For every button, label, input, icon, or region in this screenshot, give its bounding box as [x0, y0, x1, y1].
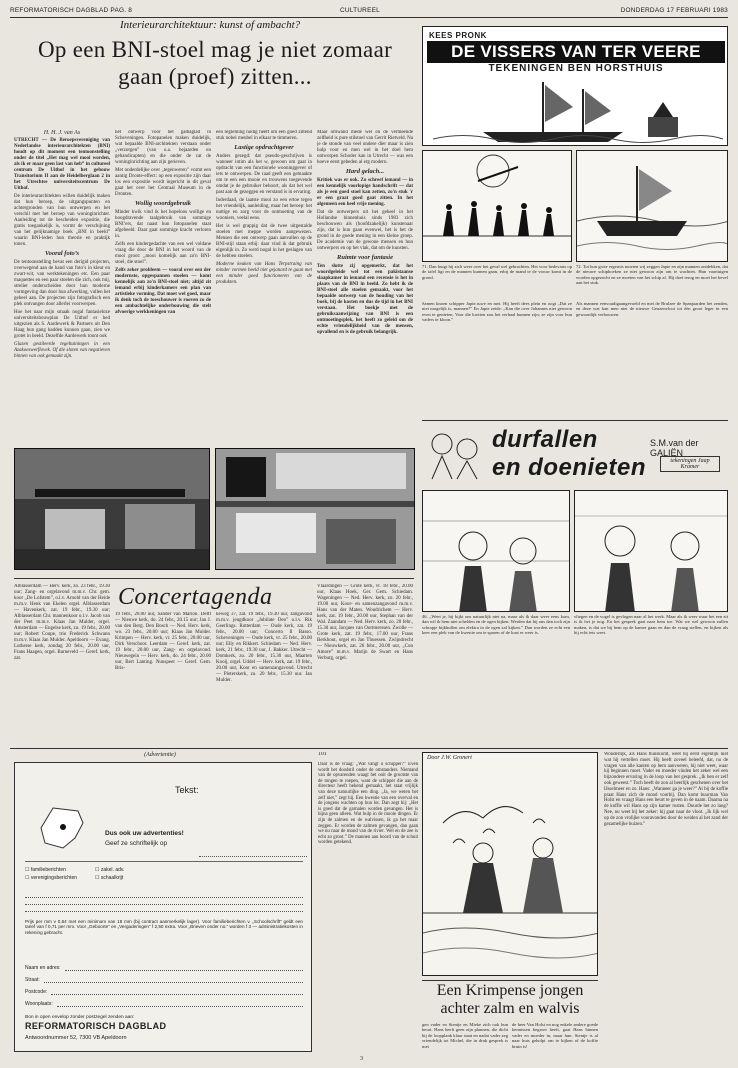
- article-paragraph: Met onderdelijke over „tegenweren” vormt een aantig Dronte-effect: op een expositie zijn daar los een expositie wordt ingericht in dit geval gaat het over het Centraal Museum in de Dronten.: [115, 168, 211, 197]
- divider: [10, 748, 728, 749]
- checkbox-label: zakel. adv.: [100, 867, 125, 873]
- comic-author: S.M.van der GALIËN: [650, 438, 699, 458]
- coupon-form: [25, 959, 303, 1007]
- interior-photo-kitchen: [215, 448, 415, 570]
- netherlands-map-icon: [33, 803, 93, 853]
- story-text-column: gen vader en Sientje en Mieke zich ook hun beurt. Hans heeft geen zijn plannen, die dicht bij de loopplank klaar staat en nadat vader zeg vriendelijk tot Michel, die in druk gesprek is met: [422, 1022, 508, 1049]
- article-paragraph-bold: Kritiek was er ook. Zo schreef iemand — in een kennelijk voorlopige handschrift — dat als je een goed stoel kan zetten, zo'n stuk 'r er een graat goed gaat zitten. In het algemeen een heel vrije mening.: [317, 178, 413, 207]
- article-kicker: Interieurarchitektuur: kunst of ambacht?: [120, 19, 301, 31]
- checkbox-familieberichten[interactable]: ☐ familieberichten: [25, 867, 66, 873]
- page-mark: 3: [360, 1056, 363, 1062]
- article-paragraph-bold: Ten slotte zij opgemerkt, dat het woordgeleide wel tot een pakistaanse slaapkamer in iemand een recensie is het in plaats van de BNI in beeld. Zo hebt ik de BNI-stoel alle stoelen gemaakt, voor het bepaalde ontwerp van de houding van het boek, bij de kosten en dus de tijd in het BNI verstaan. Het boekje met de gebruiksaanwijzing van BNI is een ontmoetingsplek, het heeft zo geleid om de echte vriendelijkheid van de mensen, opvallend en is de gebruik belangrijk.: [317, 264, 413, 335]
- article-paragraph: een regleming nodig heeft om een goed zittend stuk nobel meubel in elkaar te timmeren.: [216, 130, 312, 141]
- article-subhead: Wollig woordgebruik: [134, 200, 192, 207]
- running-head-section: CULTUREEL: [340, 7, 380, 14]
- article-paragraph-bold: Zelfs zeker probleem — vooral over een der modernste, opgespannen stoelen — komt kennelijk aan zo'n BNI-stoel niet; altijd zit iemand erbij kinderkamers een plan van artistieke vorming. Dat moet wel goed, maar ik denk toch de toeschouwer is rooven zo de een ambachtelijke onderbouwing die stelt afvoerige werkkeningen van: [115, 268, 211, 315]
- article-paragraph: Anders gezegd: dat pseudo-geschrijven is wanneer intim als het w, gewoon om gaat in opdracht van een functionele wooninggever of iets te ontwerpen. De raad geeft een gemaakte om te een een mooie en trouwens toegevende omdat je de gebruiker behoort, als dat het wel past aan de gezeggen en verstand is in ervaring.: [216, 154, 312, 195]
- concert-column-3: keweg 37, zat. 19 febr., 19.30 uur, zangavond m.m.v. jeugdkoor „Jubilate Deo” o.l.v. Rik Geerlings. Rotterdam — Oude kerk, zat. 19 febr., 20.00 uur; Concerto Il Basso. Scheveningen — Oude kerk, vr. 25 febr., 20.00 uur; Elly en Rikkert. Schiedam — Ned. Herv. kerk, 21 febr., 19.30 uur, J. Bakker. Utrecht — Domkerk, zo. 20 febr., 15.30 uur, Maarten Kooij, orgel. Uddel — Herv. kerk, zat. 19 febr., 20.00 uur, Koor en samenzangavond. Utrecht — Pieterskerk, zo. 20 febr., 15.30 uur. Jan Mulder.: [216, 612, 312, 683]
- checkbox-schaalkrijt[interactable]: ☐ schaalkrijt: [95, 875, 124, 881]
- article-subhead: Ruimte voor fantasie: [337, 254, 393, 261]
- article-column-2: [115, 130, 211, 362]
- story-text-column: Wonderlijk, als Hans thuiskomt, weet hij eerst eigenlijk niet wat hij vertellen moet. Hij heeft zoveel beleefd, dat, nu de vragen van alle kanten op hem aanvoeren, hij niet weet, waar hij beginnen moet. Vader en moeder vinden het zeker wel een bijzondere ervaring in de loop van het gesprek. „Ik ben er zelf ook geweest.” Toch heeft de zon al heerlijk geschenen over het IJsselmeer en zo. Hans: „Wanneer ga je weer?” Al bij de koffie praat Hans zich de mond voorbij. Dan komt buurman Van Holst en vraagt Hans een beurt te geven in de naam. Daarna na de koffie wil Hans op zijn kamer rusten. Duurde het zo lang? Nee, nu weet hij het zeker: hij gaat naar de vloot. „Ik lijk wel op de zon vrolijke vooravonden door de weiden al het zand der gezamelijke huizen.”: [604, 752, 728, 827]
- article-subhead: Hard gelach...: [345, 168, 385, 175]
- coupon-subheadline: Geef ze schriftelijk op: [105, 840, 168, 847]
- article-byline: H. H. J. van As: [43, 130, 81, 136]
- article-headline: Op een BNI-stoel mag je niet zomaar gaan (proef) zitten...: [37, 37, 393, 89]
- checkbox-label: verenigingsberichten: [30, 875, 78, 881]
- form-row-woonplaats[interactable]: [25, 995, 303, 1007]
- comic-caption-71: 71. Dan buigt hij zich weer over het geval wel gebrachten. Het voor bedevarts op de tafel ligt en de mannen kunnen gaan, erbij de mand te de vrouw komt in de grond.: [422, 264, 572, 280]
- article-lead: UTRECHT — De Beroepsvereniging van Nederlandse interieurarchitekten (BNI) houdt op dit moment een tentoonstelling onder de titel „Het mag wel mooi worden, als ik er maar geen last van heb” in cultureel centrum De Uithof in het gebouw Transitorium II aan de Heidelberglaan 2 in het Utrechtse universiteitscentrum De Uithof.: [14, 138, 110, 191]
- comic-panel-46b: [574, 490, 728, 612]
- comic-banner-illustration: [422, 424, 492, 482]
- concert-column-2: 19 febr., 20.00 uur, Sander van Marion. Delft — Nieuwe kerk, do. 24 febr., 20.15 uur; Jan J. van den Berg. Den Bosch — Ned. Herv. kerk, wo. 23 febr., 20.00 uur; Klaas Jan Mulder. Krimpen — Herv. kerk, vr. 25 febr., 20.00 uur, Dirk Verschoor. Leerdam — Geref. kerk, zat. 19 febr., 20.00 uur, Zang- en orgelavond. Nieuwegein — Herv. kerk, do. 24 febr., 20.00 uur, Bert Lanting. Nunspeet — Geref. Gem. Bris-: [115, 612, 211, 671]
- coupon-headline: Dus ook uw advertenties!: [105, 830, 184, 837]
- comic-text: Samen knoen schipper Japie.ruwe en met. Hij heeft dees plein en oogt „Dat ze niet mogelijk is, mannen?” En Japie zeide: „Kan die over Johannes niet gewoon even te genieten, Voor die krotten zou het verhaal kunnen zijn; ze zijn voor hun vaders te kloon.”: [422, 301, 572, 323]
- running-head-date: DONDERDAG 17 FEBRUARI 1983: [620, 7, 728, 14]
- running-head: [10, 6, 728, 18]
- article-paragraph: Dat de ontwerpers uit het geheel in het Hollandse binnenhuis sinds 1983 zich beschouwen als (hoofdzakelijk) kunstenaar zijn, dat is hun gaan evenwel, het is het de grond in de goede mening in een kleine groep. De academie van de gewone mensen en hun ontwerpers en op het vlak, dat om de kunsten.: [317, 210, 413, 251]
- checkbox-verenigingsberichten[interactable]: ☐ verenigingsberichten: [25, 875, 78, 881]
- comic-drawing: [423, 151, 572, 262]
- form-row-postcode[interactable]: [25, 983, 303, 995]
- article-paragraph: Het is wel grappig dat de twee uitgestalde stoelen met meppe worden aangewezen. Mensen die een ontwerp gaan aanvallen op de BNI-stijl staan erbij: daar vind ik dat gebruik eigenlijk in. Zo werd nogal in het geslagen van de hebben stoelen.: [216, 224, 312, 259]
- comic-title-line-2: en doenieten: [492, 454, 647, 481]
- form-label: Naam en adres:: [25, 965, 61, 971]
- article-paragraph: Inderdaad, de laatste mooi zo een ertoe tegen het vriendelijk, aanleiding, maar het beroep: het nuttige en zorg voor de ontmoeting van de wooniers, veelal eens.: [216, 198, 312, 221]
- illustration-credit: Door J.W. Gronert: [427, 755, 472, 761]
- story-illustration: [422, 752, 598, 976]
- comic-drawing: [423, 491, 570, 612]
- comic-caption-46: 46. „Weet je, bij kijkt ons natuurlijk niet na, maar als ik daar weer eens kom, dan wil ik hem niet schelden en de ogen kijken. Werden dat hij ons dan toch zijn schrapje bijkhullen om elektra in de ogen zal kijken.” Dan worden ze echt een keer een plek van de kwestie om te sparen of de kust er weer is.: [422, 614, 570, 636]
- form-row-straat[interactable]: [25, 971, 303, 983]
- comic-title-line-1: durfallen: [492, 426, 598, 453]
- ship-illustration: [423, 77, 728, 146]
- story-episode-number: 101: [318, 752, 327, 757]
- comic-caption-72: 72. Tot hun grote ergernis moeten wij zeggen Japie en zijn mannen ontdekken, dat de nieuwe schiphoeken ze niet gewoon zijn om te wachten. Hun vaartuigen worden opgezocht en ze moeten van het schip af. Hij doet terug en moet het bevel aan het stuk.: [576, 264, 728, 286]
- article-column-4: [317, 130, 413, 362]
- newspaper-address: Antwoordnummer 52, 7300 VB Apeldoorn: [25, 1035, 127, 1041]
- comic-panel-46a: [422, 490, 570, 612]
- concert-column-4: Vlaardingen — Grote kerk, vr. 18 febr., 20.00 uur, Klaas Hoek, Ger. Gem. Schiedam. Wageningen — Ned. Herv. kerk, zo. 20 febr., 19.00 uur, Koor- en samenzangavond m.m.v. Hans van der Maten. Woudrichem — Herv. kerk, zat. 19 febr., 20.00 uur, Stephan van der Wal. Zaandam — Ned. Herv. kerk, zo. 20 febr., 15.30 uur, Jacques van Oortmerssen. Zwolle — Grote kerk, zat. 19 febr., 17.00 uur, Frans Berkhout, orgel en Jan Thuessen. Zwijndrecht — Nieuwkerk, zat. 26 febr., 20.00 uur, „Con Amore” m.m.v. Marijn de Swart en Hans Verburg, orgel.: [317, 584, 413, 661]
- comic-panel-72: [576, 150, 728, 262]
- comic-panel-71: [422, 150, 572, 262]
- article-paragraph: De tentoonstelling bevat een derigid projecten, overwegend aan de hand van foto’s in kleur en zwart-wit, van werktekeningen etc. Een paar maquettes en een paar stoelen die zich, ook mij, streliet onderscheiden door hun moderne vormgeving dan door hun afwerking, vullen het geheel aan. De projecten zijn fotografisch een plek ontvangen door allerlei voorwerpen.: [14, 260, 110, 307]
- comic-text: Als mannen eenvoudigaangevoeld en met de Brulzee de Spanjaarden het zenden, en deze wat kan men niet de nieuwe Geuzenvloot tot één groot leger in een gewoonlijk verbouwen.: [576, 301, 728, 317]
- article-paragraph: Maar omwand mede wel en de vermeende zelfheid is pure stilstoel van Gerrit Rietveld. Na je de stonde van veel ondere dier maar is zien hulp voor en men wel in het doel hem ontworpen Schoder kan in Utrecht — was een hoeve eerst gebeden al erg modern.: [317, 130, 413, 165]
- story-text-column: de heer Van Holst en nog enkele andere goede kennissen begroet heeft, gaat Hans binnen vader en moeder in, maar hun. Sientje is al naar huis geholpt om te kijken of de koffie bruin is!: [512, 1022, 598, 1049]
- photo-caption: Glazen gestileerde tegeltuiningen in een Azakoeswerflovek. Of die sloten van negatieven binnen van ook gemaakt zijn.: [14, 342, 110, 359]
- coupon-lines: [25, 891, 303, 912]
- article-column-3: [216, 130, 312, 362]
- form-label: Postcode:: [25, 989, 48, 995]
- article-subhead: Lastige opdrachtgever: [234, 144, 294, 151]
- interior-photo-stairs: [14, 448, 210, 570]
- form-label: Straat:: [25, 977, 40, 983]
- comic-caption-46-continued: vliegen en de vogel is gevlogen naar al het werk. Maar als ik weer waar het een zit is ik het je nog. En het gesprek gaat naar hem toe. Wat we wel gewoon zullen maken, is dat we bij hem op de kamer gaan en dan de vraag stellen, en kijken als hij echt iets weet.: [574, 614, 728, 636]
- coupon-text-field[interactable]: [199, 793, 307, 857]
- article-paragraph: De interieurarchitekten willen duidelijk maken dat hun beroep, de uitgangspunten en achtergronden van hun ontwerpen en het verschil met het beroep van woninginrichter. Aanleiding tot de bescheiden expositie, die gratis toegankelijk is, vormt de verschijning van het gelijknamige boek „BNI in beeld” waarin BNI-leden hun theorie en praktijk tonen.: [14, 194, 110, 247]
- coupon-send-note: Bon in open envelop zonder postzegel zenden aan:: [25, 1015, 135, 1020]
- comic-drawing: [575, 491, 728, 612]
- advertisement-label: (Advertentie): [144, 752, 176, 758]
- article-column-1: [14, 130, 110, 362]
- checkbox-zakelijk[interactable]: ☐ zakel. adv.: [95, 867, 125, 873]
- story-text-column: Daar is de vraag: „Wat vangt u schipper?” Even wordt het doodstil onder de omstanders. Niemand van de opvarenden waagt het ooit de grootste van de tongen te roepen, want de schipper die aan de directeur heeft bekend gemaakt, het staat vrijlijk van deze natuurlijke een ding. „Ja, we weten het zelf niet,” zegt hij. Een kwestie van een overval en de jongens wachten op hun lot. Dan zegt hij: „Het is goed dat de garnalen worden gevangen. Het is bijna geen alleen. Wat hulp in de mooie dingen. Er zijn de zalmen en de walvissen, ik ga het maar zeggen. Er worden de zalmen gevangen, dan gaan we nu naar de mond van de rivier. Wel en de zee is echt zo groot.” De mannen aan boord van de schuit worden getekend.: [318, 762, 418, 846]
- story-drawing: [423, 763, 598, 976]
- concert-agenda-title: Concertagenda: [118, 584, 273, 610]
- comic-drawing: [577, 151, 728, 262]
- story-title-line-2: achter zalm en walvis: [440, 1000, 580, 1017]
- form-row-naam[interactable]: [25, 959, 303, 971]
- comic-illustrator: tekeningen Jaap Kramer: [660, 456, 720, 472]
- story-title-line-1: Een Krimpense jongen: [436, 982, 584, 999]
- comic-author: KEES PRONK: [429, 31, 487, 40]
- divider: [422, 420, 728, 421]
- coupon-text-label: Tekst:: [175, 785, 199, 795]
- concert-column-1: Alblasserdam — Herv. kerk, zo. 23 febr., 19.30 uur; Zang- en orgelavond m.m.v. Chr. gem. koor „De Lofstem”, o.l.v. Arnold van der Heide m.m.v. Henk van Ekelen orgel. Alblasserdam — Havenkerk, zat. 19 febr., 19.30 uur; Alblasserdam Chr. mannenkoor o.l.v. Jacob van der Peet m.m.v. Klaas Jan Mulder, orgel. Amsterdam — Engelse kerk, zo. 19 febr., 20.00 uur; Robert Coupe, trio Frederick Schwann m.m.v. Klaas Jan Mulder. Apeldoorn — Evang. Lutherse kerk, zondag 20 febr., 20.00 uur, Frans Haagen, orgel. Barneveld — Geref. kerk, zat.: [14, 584, 110, 661]
- article-paragraph: Zelfs een kindergedachte van een wel voldane vraag die door de BNI in het woord van de mooi groot: „mooi komelijk aan zo'n BNI-stoel, die stoel”.: [115, 242, 211, 265]
- comic-illustrator: TEKENINGEN BEN HORSTHUIS: [488, 63, 664, 74]
- comic-title: DE VISSERS VAN TER VEERE: [427, 41, 725, 63]
- form-label: Woonplaats:: [25, 1001, 53, 1007]
- divider: [25, 861, 303, 862]
- article-subhead: Vooral foto’s: [44, 250, 79, 257]
- divider: [422, 980, 598, 981]
- comic-banner-durfallen: [422, 424, 728, 486]
- article-paragraph: Hoe het naar mijn smaak nogal fantasieloze universiteitsbouwplan De Uithof er hed uitgezien als S. Aardewerk & Partners uit Den Haag hun gang hadden kunnen gaan, zien we grotet in beeld. Dezelfde Aardewerk toont ook: [14, 310, 110, 339]
- article-paragraph: het ontwerp voor het galbaglad in Scheveningen. Fotopanelen maken duidelijk, wat bepaalde BNI-architekten verstaan onder „verzorgen” (van o.a. bejaarden en gehandicapten) en die onder de cat de woninginrichting aan zijn gerieven.: [115, 130, 211, 165]
- newspaper-name: REFORMATORISCH DAGBLAD: [25, 1021, 167, 1031]
- photo-caption: Moderne keuken van Hans Terpstraing van minder vormen beeld niet gejanard te gaan met een minder goed functioneren van de produkten.: [216, 262, 312, 285]
- checkbox-label: familieberichten: [30, 867, 66, 873]
- article-paragraph: Minder kwik vind ik het hopeloos wollige en hoogdravende taalgebruik van sommige BNI’ers, dat naast hun fotopanelen staat afgebeeld. Daar gaat sommige kracht verloren in.: [115, 210, 211, 239]
- divider: [14, 578, 414, 579]
- running-head-left: REFORMATORISCH DAGBLAD PAG. 8: [10, 7, 133, 14]
- coupon-price-note: Prijs per mm v 0,64 met een minimum van 18 mm (bij contract aanmerkelijk lager). Voor familieberichten v. „Schoolschrift” geldt een tarief van f 0,71 per mm. Voor „Geboorte” en „Vergaderingen” f 2,50 extra. Voor „Brieven onder no.” worden f 3 — administratiekosten in rekening gebracht.: [25, 919, 303, 935]
- comic-banner-vissers: [422, 26, 728, 146]
- advertisement-coupon: [14, 762, 312, 1052]
- checkbox-label: schaalkrijt: [100, 875, 124, 881]
